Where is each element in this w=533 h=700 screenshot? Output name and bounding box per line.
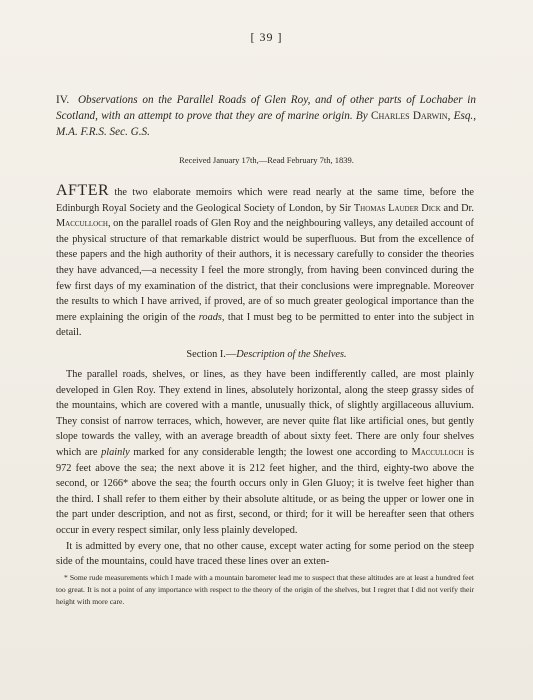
body-paragraphs [56, 367, 474, 570]
article-numeral: IV. [56, 94, 70, 106]
received-date-line: Received January 17th,—Read February 7th, 1839. [179, 155, 354, 165]
footnote-text: * Some rude measurements which I made with a mountain barometer lead me to suspect that these altitudes are at least a hundred feet too great. It is not a point of any importance with respect to the theory of the origin of the shelves, but I regret that I did not verify their height with more care. [56, 573, 474, 606]
article-title-by: By [355, 110, 368, 122]
article-title [56, 92, 476, 140]
paragraph-2 [56, 367, 474, 539]
paragraph1-text-d: that I must beg to be permitted to enter into the subject in detail. [56, 311, 474, 339]
paragraph1-name1: Thomas Lauder Dick [353, 202, 441, 214]
opening-dropcap: AFTER [56, 182, 110, 199]
paragraph1-italic-roads: roads, [198, 311, 225, 323]
paragraph2-text-a: The parallel roads, shelves, or lines, as they have been indifferently called, are most plainly developed in Glen Roy. They extend in lines, absolutely horizontal, along the steep grassy sides of the mountains, which are covered with a mantle, unusually thick, of slightly argillaceous alluvium. They consist of narrow terraces, which, however, are never quite flat like artificial ones, but gently slope towards the valley, with an average breadth of about sixty feet. There are only four shelves which are [56, 369, 474, 458]
article-title-italic: Observations on the Parallel Roads of Glen Roy, and of other parts of Lochaber in Scotland, with an attempt to prove that they are of marine origin. [56, 94, 477, 122]
page-number: [ 39 ] [250, 30, 283, 44]
opening-paragraph [56, 183, 474, 341]
paragraph1-name2: Macculloch [56, 218, 108, 230]
paragraph2-name: Macculloch [411, 446, 464, 458]
section-heading [0, 349, 533, 360]
paragraph1-text-c: , on the parallel roads of Glen Roy and the neighbouring valleys, any detailed account of the physical structure of that remarkable district would be superfluous. But from the excellence of these papers and the high authority of their authors, it is necessary carefully to consider the theories they have advanced,—a necessity I feel the more strongly, from having been convinced during the few first days of my examination of the district, that their conclusions were impregnable. Moreover the results to which I have arrived, if proved, are of so much greater geological importance than the mere explaining the origin of the [56, 218, 474, 323]
paragraph1-text-b: and Dr. [440, 202, 474, 214]
paragraph1-text-a: the two elaborate memoirs which were read nearly at the same time, before the Edinburgh Royal Society and the Geological Society of London, by Sir [56, 187, 474, 214]
paragraph2-text-c: is 972 feet above the sea; the next above it is 212 feet higher, and the third, eighty-two above the second, or 1266* above the sea; the fourth occurs only in Glen Gluoy; it is twelve feet higher than the third. I shall refer to them either by their absolute altitude, or as being the upper or lower one in the part under description, and not as first, second, or third; for it will be hereafter seen that others occur in every respect similar, only less plainly developed. [56, 446, 474, 536]
paragraph2-italic-plainly: plainly [101, 446, 130, 458]
footnote [56, 572, 474, 607]
author-name: Charles Darwin, [371, 110, 451, 122]
author-credentials: Esq., M.A. F.R.S. Sec. G.S. [56, 110, 477, 138]
section-title: Description of the Shelves. [236, 349, 347, 360]
paragraph2-text-b: marked for any considerable length; the lowest one according to [129, 446, 412, 458]
section-prefix: Section I.— [186, 349, 237, 360]
paragraph-3: It is admitted by every one, that no other cause, except water acting for some period on the steep side of the mountains, could have traced these lines over an exten- [56, 540, 474, 568]
